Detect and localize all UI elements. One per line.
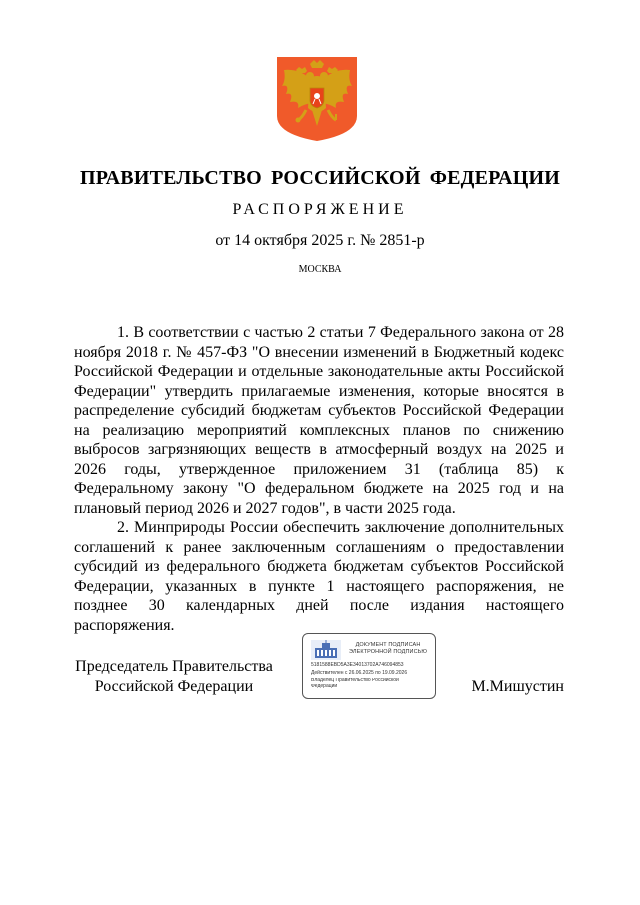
signer-title-line-2: Российской Федерации xyxy=(94,677,254,695)
stamp-heading-line-2: ЭЛЕКТРОННОЙ ПОДПИСЬЮ xyxy=(348,649,428,655)
stamp-owner-line-2: Федерации xyxy=(311,683,338,689)
signer-name: М.Мишустин xyxy=(471,678,564,695)
stamp-heading xyxy=(343,642,433,656)
paragraph-1: 1. В соответствии с частью 2 статьи 7 Федерального закона от 28 ноября 2018 г. № 457-ФЗ "О внесении изменений в Бюджетный кодекс Российской Федерации и отдельные законодательные акты Российской Федерации" утвердить прилагаемые изменения, которые вносятся в распределение субсидий бюджетам субъектов Российской Федерации на реализацию мероприятий комплексных планов по снижению выбросов загрязняющих веществ в атмосферный воздух на 2025 и 2026 годы, утвержденное приложением 31 (таблица 85) к Федеральному закону "О федеральном бюджете на 2025 год и на плановый период 2026 и 2027 годов", в части 2025 года. xyxy=(74,324,564,517)
signer-title-line-1: Председатель Правительства xyxy=(75,658,273,675)
paragraph-2: 2. Минприроды России обеспечить заключение дополнительных соглашений к ранее заключенным соглашениям о предоставлении субсидий из федерального бюджета бюджетам субъектов Российской Федерации, указанных в пункте 1 настоящего распоряжения, не позднее 30 календарных дней после издания настоящего распоряжения. xyxy=(74,519,564,634)
stamp-details xyxy=(311,661,433,689)
coat-of-arms-emblem xyxy=(276,56,358,142)
document-date-number: от 14 октября 2025 г. № 2851-р xyxy=(215,232,425,249)
stamp-serial: 5181588EBD5A3E34013702A746094853 xyxy=(311,662,404,668)
government-title: ПРАВИТЕЛЬСТВО РОССИЙСКОЙ ФЕДЕРАЦИИ xyxy=(80,167,560,189)
document-city: МОСКВА xyxy=(298,264,342,275)
stamp-owner xyxy=(311,678,433,689)
building-icon xyxy=(311,640,341,660)
stamp-owner-line-1: Владелец Правительство Российской xyxy=(311,678,399,683)
document-body xyxy=(74,323,564,635)
document-type: РАСПОРЯЖЕНИЕ xyxy=(232,201,408,218)
signer-title xyxy=(74,657,274,696)
stamp-validity: Действителен с 26.06.2025 по 19.09.2026 xyxy=(311,670,408,676)
electronic-signature-stamp xyxy=(302,633,436,699)
stamp-heading-line-1: ДОКУМЕНТ ПОДПИСАН xyxy=(355,642,421,648)
